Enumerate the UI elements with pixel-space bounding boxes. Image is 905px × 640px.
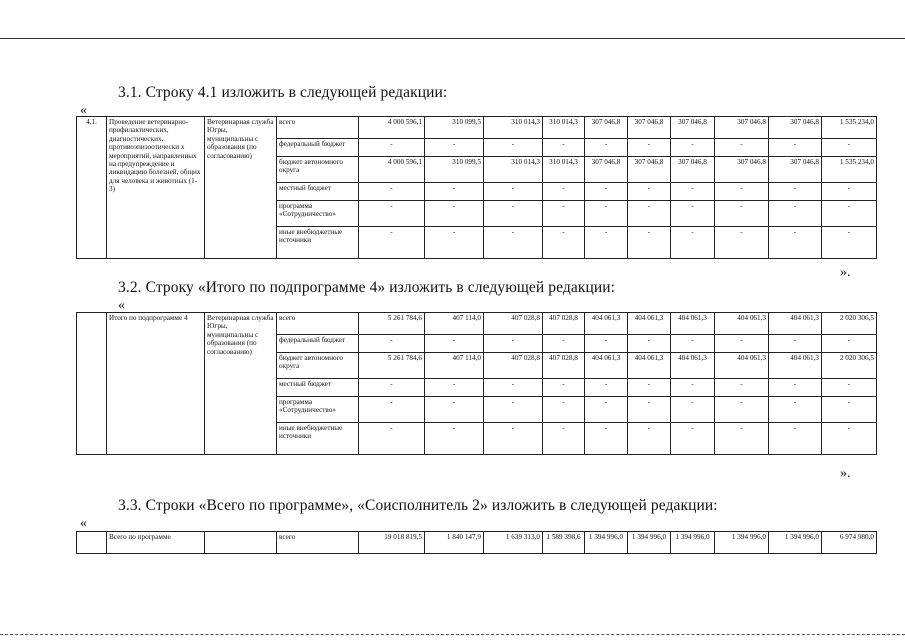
amount-cell: - [822, 227, 877, 259]
amount-cell: - [769, 201, 822, 227]
amount-cell: - [585, 183, 628, 201]
amount-cell: 407 028,8 [543, 353, 585, 379]
amount-cell: - [543, 335, 585, 353]
amount-cell: 404 061,3 [628, 353, 671, 379]
amount-cell: - [425, 201, 484, 227]
amount-cell: - [715, 397, 769, 423]
funding-source-cell: иные внебюджетные источники [277, 423, 359, 455]
funding-source-cell: федеральный бюджет [277, 139, 359, 157]
amount-cell: - [769, 139, 822, 157]
bottom-rule [0, 634, 905, 635]
amount-cell: - [628, 227, 671, 259]
amount-cell: - [715, 201, 769, 227]
amount-cell: - [425, 397, 484, 423]
amount-cell: 1 840 147,9 [425, 532, 484, 554]
amount-cell: - [585, 423, 628, 455]
amount-cell: 307 046,8 [585, 117, 628, 139]
open-quote-2: « [118, 298, 125, 313]
amount-cell: - [484, 227, 543, 259]
amount-cell: - [543, 139, 585, 157]
amount-cell: - [671, 201, 715, 227]
row-number-cell: 4.1. [77, 117, 107, 259]
amount-cell: 407 114,0 [425, 353, 484, 379]
amount-cell: - [628, 423, 671, 455]
row-number-cell [77, 532, 107, 554]
amount-cell: 404 061,3 [769, 313, 822, 335]
amount-cell: - [359, 183, 425, 201]
amount-cell: 307 046,8 [671, 117, 715, 139]
measure-name-cell: Всего по программе [107, 532, 205, 554]
funding-source-cell: всего [277, 117, 359, 139]
amount-cell: - [359, 379, 425, 397]
amount-cell: - [484, 139, 543, 157]
amount-cell: 310 014,3 [543, 157, 585, 183]
amount-cell: - [628, 335, 671, 353]
amount-cell: - [484, 335, 543, 353]
amount-cell: - [628, 379, 671, 397]
amount-cell: - [425, 183, 484, 201]
amount-cell: - [671, 139, 715, 157]
amount-cell: - [671, 423, 715, 455]
amount-cell: - [585, 379, 628, 397]
amount-cell: - [628, 139, 671, 157]
amount-cell: - [585, 335, 628, 353]
amount-cell: 1 589 398,6 [543, 532, 585, 554]
amount-cell: 5 261 784,6 [359, 313, 425, 335]
amount-cell: - [628, 201, 671, 227]
top-rule [0, 38, 905, 39]
amount-cell: - [671, 335, 715, 353]
amount-cell: - [715, 423, 769, 455]
table-row [77, 117, 877, 139]
amount-cell: 310 099,5 [425, 117, 484, 139]
funding-source-cell: бюджет автономного округа [277, 353, 359, 379]
amount-cell: 1 535 234,0 [822, 117, 877, 139]
amount-cell: - [543, 397, 585, 423]
amount-cell: - [769, 227, 822, 259]
amount-cell: - [359, 335, 425, 353]
amount-cell: - [425, 423, 484, 455]
amount-cell: - [822, 201, 877, 227]
funding-source-cell: программа «Сотрудничество» [277, 397, 359, 423]
amount-cell: - [359, 397, 425, 423]
amount-cell: - [671, 227, 715, 259]
amount-cell: - [359, 201, 425, 227]
amount-cell: 1 394 996,0 [769, 532, 822, 554]
amount-cell: 407 028,8 [484, 353, 543, 379]
amount-cell: - [715, 139, 769, 157]
amount-cell: - [769, 183, 822, 201]
amount-cell: - [543, 423, 585, 455]
amount-cell: - [543, 227, 585, 259]
amount-cell: - [543, 183, 585, 201]
amount-cell: 310 014,3 [484, 117, 543, 139]
amount-cell: - [715, 335, 769, 353]
amount-cell: 404 061,3 [585, 313, 628, 335]
close-quote-1: ». [840, 265, 851, 280]
funding-source-cell: бюджет автономного округа [277, 157, 359, 183]
amount-cell: 407 028,8 [484, 313, 543, 335]
amount-cell: 5 261 784,6 [359, 353, 425, 379]
amount-cell: 307 046,8 [715, 117, 769, 139]
amount-cell: 307 046,8 [628, 157, 671, 183]
amount-cell: - [484, 379, 543, 397]
funding-source-cell: программа «Сотрудничество» [277, 201, 359, 227]
amount-cell: - [822, 397, 877, 423]
amount-cell: - [822, 183, 877, 201]
amount-cell: - [543, 379, 585, 397]
funding-source-cell: иные внебюджетные источники [277, 227, 359, 259]
amount-cell: 4 000 596,1 [359, 157, 425, 183]
amount-cell: 404 061,3 [715, 313, 769, 335]
amount-cell: - [359, 423, 425, 455]
amount-cell: 404 061,3 [671, 313, 715, 335]
amount-cell: 307 046,8 [628, 117, 671, 139]
table-row-4-1 [76, 116, 877, 259]
amount-cell: 1 639 313,0 [484, 532, 543, 554]
heading-3-1: 3.1. Строку 4.1 изложить в следующей редакции: [118, 84, 448, 101]
amount-cell: - [359, 139, 425, 157]
funding-source-cell: всего [277, 532, 359, 554]
amount-cell: 404 061,3 [769, 353, 822, 379]
table-total-program [76, 531, 877, 554]
amount-cell: 407 028,8 [543, 313, 585, 335]
heading-3-3: 3.3. Строки «Всего по программе», «Соисполнитель 2» изложить в следующей редакции: [118, 497, 718, 514]
amount-cell: 407 114,0 [425, 313, 484, 335]
measure-name-cell: Итого по подпрограмме 4 [107, 313, 205, 455]
amount-cell: - [715, 183, 769, 201]
amount-cell: 404 061,3 [671, 353, 715, 379]
executor-cell: Ветеринарная служба Югры, муниципальны с образования (по согласованию) [205, 117, 277, 259]
amount-cell: 310 099,5 [425, 157, 484, 183]
executor-cell: Ветеринарная служба Югры, муниципальны с образования (по согласованию) [205, 313, 277, 455]
amount-cell: - [715, 227, 769, 259]
open-quote-3: « [80, 516, 87, 531]
amount-cell: - [425, 227, 484, 259]
amount-cell: - [671, 397, 715, 423]
amount-cell: - [822, 423, 877, 455]
funding-source-cell: местный бюджет [277, 183, 359, 201]
amount-cell: 307 046,8 [671, 157, 715, 183]
amount-cell: - [484, 397, 543, 423]
amount-cell: 404 061,3 [585, 353, 628, 379]
heading-3-2: 3.2. Строку «Итого по подпрограмме 4» изложить в следующей редакции: [118, 279, 616, 296]
amount-cell: 310 014,3 [484, 157, 543, 183]
table-total-subprogram-4 [76, 312, 877, 455]
amount-cell: - [769, 423, 822, 455]
amount-cell: 404 061,3 [715, 353, 769, 379]
amount-cell: - [585, 227, 628, 259]
amount-cell: 4 000 596,1 [359, 117, 425, 139]
row-number-cell [77, 313, 107, 455]
amount-cell: 6 974 980,0 [822, 532, 877, 554]
amount-cell: - [585, 139, 628, 157]
amount-cell: 307 046,8 [715, 157, 769, 183]
amount-cell: 307 046,8 [769, 117, 822, 139]
amount-cell: 1 394 996,0 [628, 532, 671, 554]
amount-cell: - [671, 379, 715, 397]
amount-cell: - [359, 227, 425, 259]
amount-cell: - [822, 139, 877, 157]
amount-cell: 1 535 234,0 [822, 157, 877, 183]
amount-cell: - [425, 379, 484, 397]
amount-cell: - [425, 139, 484, 157]
open-quote-1: « [80, 103, 87, 118]
amount-cell: - [484, 183, 543, 201]
amount-cell: - [822, 379, 877, 397]
amount-cell: - [585, 397, 628, 423]
amount-cell: - [769, 335, 822, 353]
funding-source-cell: местный бюджет [277, 379, 359, 397]
amount-cell: - [628, 397, 671, 423]
executor-cell [205, 532, 277, 554]
funding-source-cell: всего [277, 313, 359, 335]
table-row [77, 532, 877, 554]
amount-cell: 1 394 996,0 [671, 532, 715, 554]
amount-cell: 2 020 306,5 [822, 313, 877, 335]
amount-cell: 19 018 819,5 [359, 532, 425, 554]
amount-cell: - [769, 397, 822, 423]
amount-cell: - [543, 201, 585, 227]
amount-cell: - [484, 201, 543, 227]
amount-cell: - [769, 379, 822, 397]
amount-cell: - [425, 335, 484, 353]
amount-cell: 1 394 996,0 [715, 532, 769, 554]
amount-cell: 310 014,3 [543, 117, 585, 139]
amount-cell: 307 046,8 [769, 157, 822, 183]
measure-name-cell: Проведение ветеринарно-профилактических, диагностических, противоэпизоотически х мероприятий, направленных на предупреждение и ликвидацию болезней, общих для человека и животных (1-3) [107, 117, 205, 259]
amount-cell: - [585, 201, 628, 227]
amount-cell: 404 061,3 [628, 313, 671, 335]
amount-cell: 1 394 996,0 [585, 532, 628, 554]
table-row [77, 313, 877, 335]
close-quote-2: ». [840, 466, 851, 481]
amount-cell: - [822, 335, 877, 353]
amount-cell: - [628, 183, 671, 201]
amount-cell: 307 046,8 [585, 157, 628, 183]
amount-cell: 2 020 306,5 [822, 353, 877, 379]
funding-source-cell: федеральный бюджет [277, 335, 359, 353]
amount-cell: - [671, 183, 715, 201]
amount-cell: - [484, 423, 543, 455]
amount-cell: - [715, 379, 769, 397]
